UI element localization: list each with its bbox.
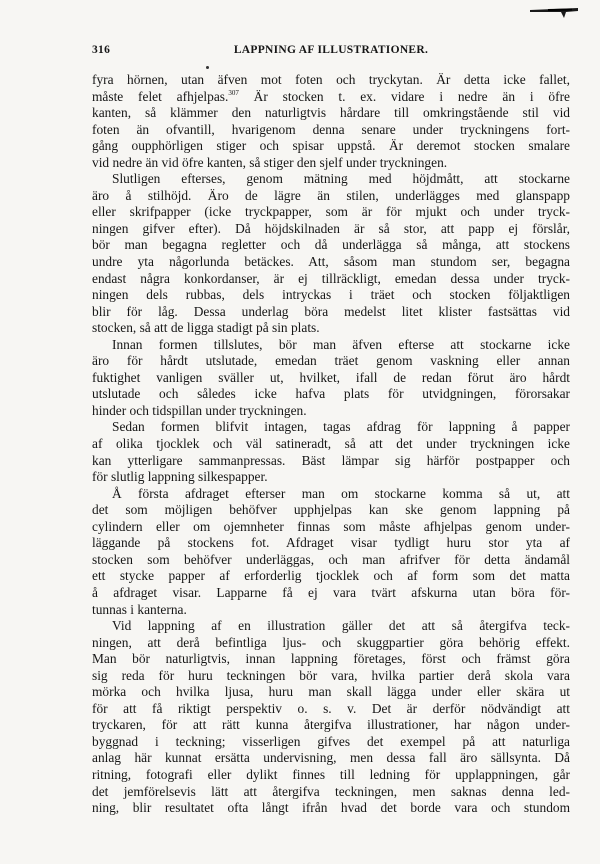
text-line: [92, 668, 570, 685]
line-text: af olika tjocklek och väl satineradt, så att det under tryckningen icke: [92, 436, 570, 452]
text-line: [92, 502, 570, 519]
line-text: ett stycke papper af erforderlig tjocklek och af form som det matta: [92, 568, 570, 584]
text-line: [92, 188, 570, 205]
text-line: [92, 155, 570, 172]
line-text: ritning, fotografi eller dylikt finnes till ledning för upplappningen, går: [92, 766, 570, 782]
text-line: [92, 717, 570, 734]
line-text: foten än ofvantill, hvarigenom denna senare under tryckningens fort-: [92, 121, 570, 137]
text-line: [92, 800, 570, 817]
text-line: [92, 750, 570, 767]
line-text: bör man begagna regletter och då underlägga så många, att stockens: [92, 237, 570, 253]
line-text: Man bör naturligtvis, innan lappning företages, först och främst göra: [92, 651, 570, 667]
text-line: [92, 304, 570, 321]
text-line: [92, 370, 570, 387]
text-line: [92, 320, 570, 337]
text-line: [92, 89, 570, 106]
text-line: [92, 171, 570, 188]
line-text: Vid lappning af en illustration gäller det att så återgifva teck-: [112, 618, 570, 634]
line-text: fyra hörnen, utan äfven mot foten och tryckytan. Är detta icke fallet,: [92, 72, 570, 87]
text-line: [92, 138, 570, 155]
line-text: för att få riktigt perspektiv o. s. v. Det är derför nödvändigt att: [92, 700, 570, 716]
line-text: måste felet afhjelpas.: [92, 88, 229, 104]
text-line: [92, 535, 570, 552]
line-text: endast några konkordanser, är ej tillräckligt, emedan dessa under tryck-: [92, 270, 570, 286]
line-text: vid nedre än vid öfre kanten, så stiger den sjelf under tryckningen.: [92, 154, 448, 170]
text-line: [92, 419, 570, 436]
text-line: [92, 618, 570, 635]
text-line: [92, 519, 570, 536]
text-line: [92, 204, 570, 221]
text-line: [92, 486, 570, 503]
line-text: äro å stilhöjd. Äro de lägre än stilen, underlägges med glanspapp: [92, 187, 570, 203]
text-line: [92, 353, 570, 370]
text-line: [92, 469, 570, 486]
body-text: [92, 72, 570, 817]
text-line: [92, 684, 570, 701]
text-line: [92, 386, 570, 403]
text-line: [92, 221, 570, 238]
line-text: Slutligen efterses, genom mätning med höjdmått, att stockarne: [112, 171, 570, 187]
line-text: stocken, så att de ligga stadigt på sin plats.: [92, 320, 320, 336]
line-text: blir för låg. Dessa underlag böra medelst litet klister fastsättas vid: [92, 303, 570, 319]
line-text: utslutade och således icke hafva plats för utvidgningen, förorsakar: [92, 386, 570, 402]
line-text: ningen dels rubbas, dels intryckas i träet och stocken följaktligen: [92, 287, 570, 303]
line-text: Å första afdraget efterser man om stockarne komma så ut, att: [112, 485, 570, 501]
text-line: [92, 784, 570, 801]
text-line: [92, 122, 570, 139]
text-line: [92, 271, 570, 288]
line-text: tryckaren, för att rätt kunna återgifva illustrationer, har någon under-: [92, 717, 570, 733]
text-line: [92, 337, 570, 354]
line-text: Sedan formen blifvit intagen, tagas afdrag för lappning å papper: [112, 419, 570, 435]
text-line: [92, 734, 570, 751]
text-line: [92, 585, 570, 602]
line-text-continued: Är stocken t. ex. vidare i nedre än i öfre: [238, 88, 570, 104]
footnote-reference: 307: [228, 88, 239, 97]
corner-ink-mark: [528, 6, 580, 20]
line-text: byggnad i teckning; visserligen gifves det exempel på att naturliga: [92, 733, 570, 749]
text-line: [92, 105, 570, 122]
line-text: äro för hårdt utslutade, emedan träet genom vaskning eller annan: [92, 353, 570, 369]
line-text: anlag här kunnat ersätta undervisning, men dessa fall äro sällsynta. Då: [92, 750, 570, 766]
text-line: [92, 403, 570, 420]
line-text: ning, blir resultatet ofta långt ifrån hvad det borde vara och stundom: [92, 800, 570, 816]
text-line: [92, 568, 570, 585]
page-number: 316: [92, 44, 111, 56]
text-line: [92, 635, 570, 652]
print-speck: [206, 66, 209, 69]
line-text: hinder och tidspillan under tryckningen.: [92, 402, 307, 418]
text-line: [92, 602, 570, 619]
text-line: [92, 237, 570, 254]
line-text: mörka och hvilka ljusa, huru man skall lägga under eller skära ut: [92, 684, 570, 700]
line-text: det som möjligen behöfver upphjelpas kan ske genom lappning på: [92, 502, 570, 518]
line-text: kanten, så klämmer den naturligtvis hårdare till omkringstående stil vid: [92, 105, 570, 121]
line-text: gång oupphörligen stiger och spisar uppstå. Är deremot stocken smalare: [92, 138, 570, 154]
line-text: eller skrifpapper (icke tryckpapper, som är för mjukt och under tryck-: [92, 204, 570, 220]
text-line: [92, 254, 570, 271]
line-text: kan ytterligare sammanpressas. Bäst lämpar sig härför postpapper och: [92, 452, 570, 468]
text-line: [92, 453, 570, 470]
line-text: läggande på stockens fot. Afdraget visar tydligt huru stor yta af: [92, 535, 570, 551]
text-line: [92, 552, 570, 569]
line-text: tunnas i kanterna.: [92, 601, 187, 617]
line-text: stocken som behöfver underläggas, och man afrifver för detta ändamål: [92, 551, 570, 567]
line-text: å afdraget visar. Lapparne få ej vara tvärt afskurna utan böra för-: [92, 584, 570, 600]
line-text: Innan formen tillslutes, bör man äfven efterse att stockarne icke: [112, 336, 570, 352]
line-text: sig reda för huru teckningen bör vara, hvilka partier derå skola vara: [92, 667, 570, 683]
line-text: cylindern eller om ojemnheter finnas som måste afhjelpas genom under-: [92, 518, 570, 534]
text-line: [92, 651, 570, 668]
line-text: ningen, att derå befintliga ljus- och skuggpartier göra behörig effekt.: [92, 634, 570, 650]
running-title: LAPPNING AF ILLUSTRATIONER.: [233, 44, 429, 56]
line-text: undre yta någorlunda betäckes. Att, såsom man stundom ser, begagna: [92, 254, 570, 270]
text-line: [92, 701, 570, 718]
line-text: för slutlig lappning silkespapper.: [92, 469, 268, 485]
page-header: [92, 44, 570, 60]
text-line: [92, 287, 570, 304]
line-text: det jemförelsevis lätt att återgifva teckningen, men saknas denna led-: [92, 783, 570, 799]
text-line: [92, 436, 570, 453]
line-text: fuktighet vanligen sväller ut, hvilket, ifall de redan förut äro hårdt: [92, 369, 570, 385]
line-text: ningen gifver efter). Då höjdskilnaden är så stor, att papp ej förslår,: [92, 220, 570, 236]
text-line: [92, 72, 570, 89]
text-line: [92, 767, 570, 784]
